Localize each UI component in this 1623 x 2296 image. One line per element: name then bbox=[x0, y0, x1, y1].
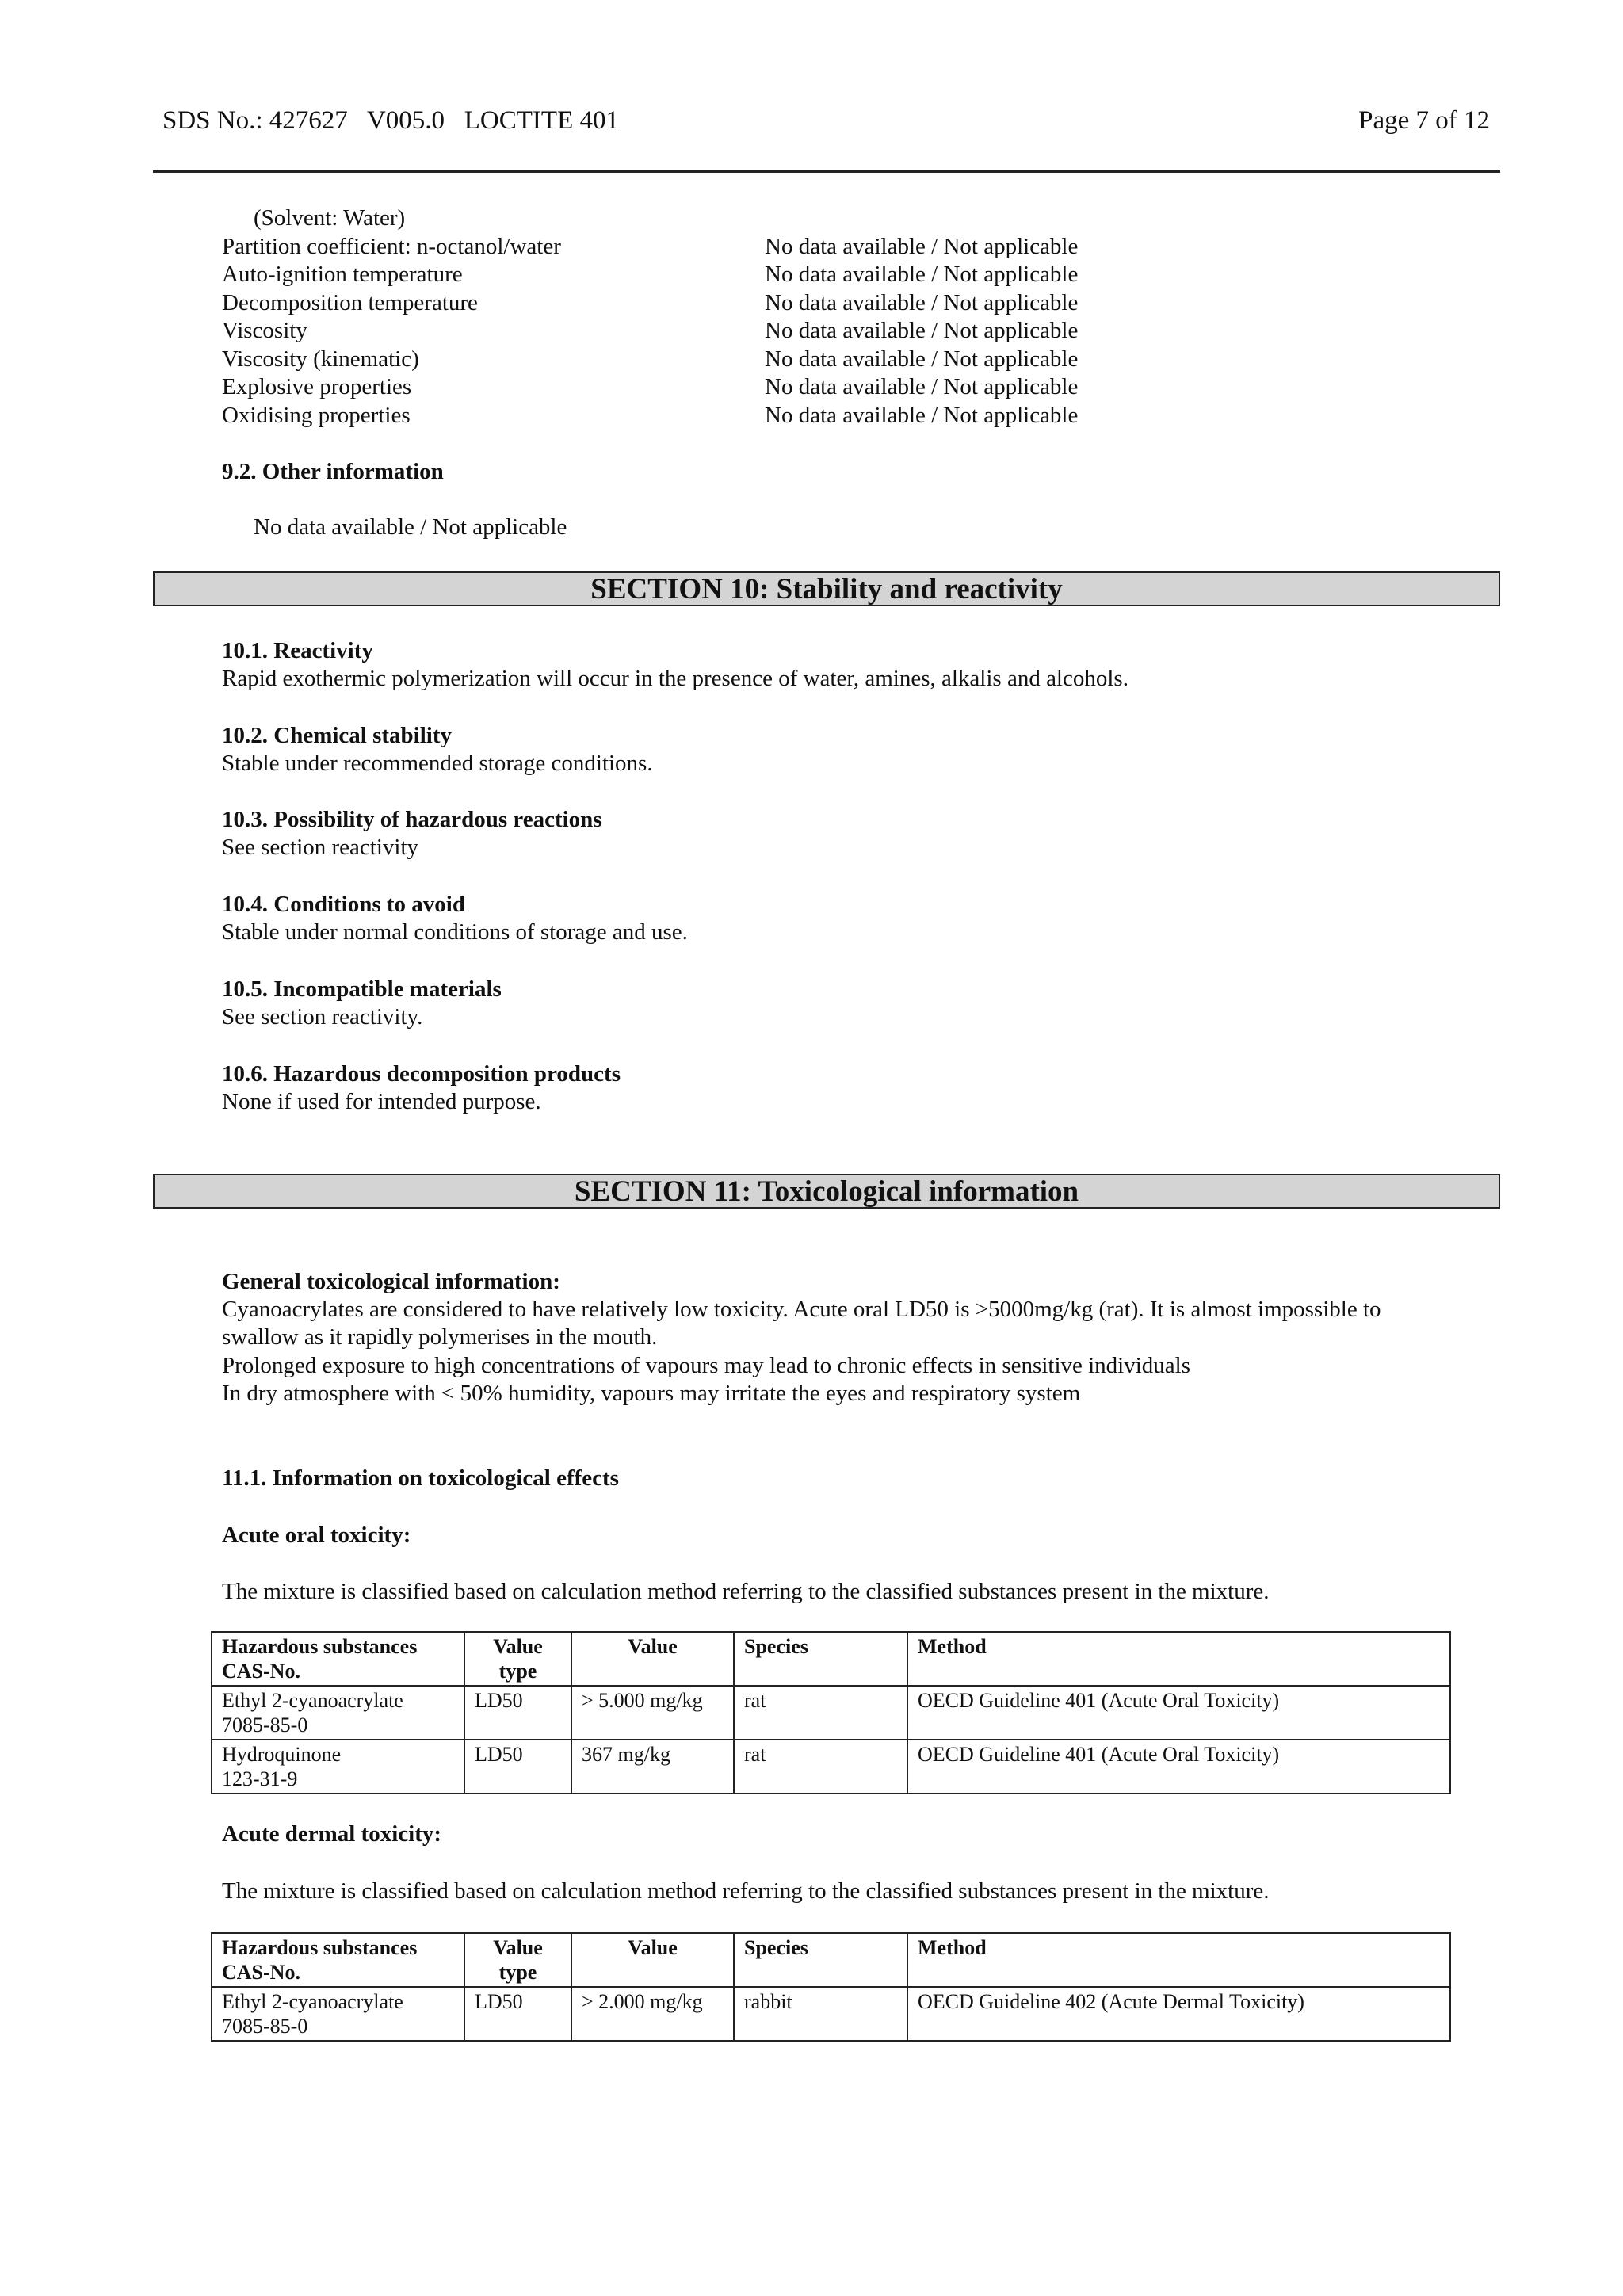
property-name: Oxidising properties bbox=[222, 402, 411, 428]
value-cell: 367 mg/kg bbox=[571, 1740, 734, 1794]
tox-effects-heading: 11.1. Information on toxicological effects bbox=[222, 1465, 619, 1491]
header-value-type-line1: Value bbox=[493, 1635, 543, 1658]
table-header-row bbox=[212, 1632, 1450, 1686]
general-tox-line: Prolonged exposure to high concentrations of vapours may lead to chronic effects in sensitive individuals bbox=[222, 1353, 1191, 1378]
acute-oral-heading: Acute oral toxicity: bbox=[222, 1522, 411, 1548]
header-value-type-line2: type bbox=[498, 1660, 537, 1683]
header-cas-label: CAS-No. bbox=[222, 1961, 300, 1984]
conditions-to-avoid-text: Stable under normal conditions of storage and use. bbox=[222, 919, 688, 945]
property-name: Viscosity bbox=[222, 318, 307, 343]
header-species: Species bbox=[734, 1632, 907, 1686]
value-cell: > 2.000 mg/kg bbox=[571, 1987, 734, 2041]
header-method: Method bbox=[907, 1632, 1450, 1686]
table-row bbox=[212, 1740, 1450, 1794]
section-11-title: SECTION 11: Toxicological information bbox=[574, 1175, 1079, 1208]
physical-properties-list bbox=[222, 204, 1411, 430]
property-value: No data available / Not applicable bbox=[765, 318, 1079, 343]
header-value: Value bbox=[571, 1933, 734, 1987]
acute-dermal-table bbox=[211, 1932, 1451, 2042]
property-name: Decomposition temperature bbox=[222, 289, 478, 315]
incompatible-materials-text: See section reactivity. bbox=[222, 1004, 423, 1030]
property-value: No data available / Not applicable bbox=[765, 374, 1079, 399]
substance-cell bbox=[212, 1987, 464, 2041]
property-row bbox=[222, 402, 1411, 430]
acute-dermal-note: The mixture is classified based on calculation method referring to the classified substances present in the mixture. bbox=[222, 1878, 1270, 1904]
property-value: No data available / Not applicable bbox=[765, 233, 1079, 259]
general-tox-line: In dry atmosphere with < 50% humidity, vapours may irritate the eyes and respiratory system bbox=[222, 1381, 1081, 1406]
other-info-text: No data available / Not applicable bbox=[254, 514, 567, 540]
header-divider bbox=[153, 170, 1500, 173]
document-id: SDS No.: 427627 V005.0 LOCTITE 401 bbox=[162, 106, 619, 135]
header-cas-label: CAS-No. bbox=[222, 1660, 300, 1683]
property-name: Partition coefficient: n-octanol/water bbox=[222, 233, 561, 259]
hazardous-reactions-heading: 10.3. Possibility of hazardous reactions bbox=[222, 807, 602, 832]
header-species: Species bbox=[734, 1933, 907, 1987]
section-11-header bbox=[153, 1174, 1500, 1209]
header-substance-label: Hazardous substances bbox=[222, 1635, 418, 1658]
value-type-cell: LD50 bbox=[464, 1740, 571, 1794]
section-10-header bbox=[153, 571, 1500, 606]
general-tox-line: swallow as it rapidly polymerises in the mouth. bbox=[222, 1324, 658, 1350]
substance-cell bbox=[212, 1740, 464, 1794]
header-value-type-line2: type bbox=[498, 1961, 537, 1984]
header-substance-label: Hazardous substances bbox=[222, 1936, 418, 1959]
property-name: Auto-ignition temperature bbox=[222, 262, 463, 287]
cas-number: 123-31-9 bbox=[222, 1767, 298, 1790]
value-type-cell: LD50 bbox=[464, 1987, 571, 2041]
reactivity-heading: 10.1. Reactivity bbox=[222, 638, 373, 663]
header-method: Method bbox=[907, 1933, 1450, 1987]
solvent-note: (Solvent: Water) bbox=[254, 205, 406, 231]
method-cell: OECD Guideline 402 (Acute Dermal Toxicity) bbox=[907, 1987, 1450, 2041]
value-type-cell: LD50 bbox=[464, 1686, 571, 1740]
acute-oral-note: The mixture is classified based on calculation method referring to the classified substances present in the mixture. bbox=[222, 1579, 1270, 1604]
header-substance bbox=[212, 1632, 464, 1686]
property-row bbox=[222, 233, 1411, 262]
species-cell: rabbit bbox=[734, 1987, 907, 2041]
property-row bbox=[222, 317, 1411, 346]
table-row bbox=[212, 1686, 1450, 1740]
substance-name: Ethyl 2-cyanoacrylate bbox=[222, 1990, 403, 2013]
page-header bbox=[162, 106, 1490, 146]
substance-name: Hydroquinone bbox=[222, 1743, 342, 1766]
chemical-stability-heading: 10.2. Chemical stability bbox=[222, 723, 452, 748]
value-cell: > 5.000 mg/kg bbox=[571, 1686, 734, 1740]
property-name: Viscosity (kinematic) bbox=[222, 346, 419, 372]
property-name: Explosive properties bbox=[222, 374, 412, 399]
species-cell: rat bbox=[734, 1740, 907, 1794]
property-row bbox=[222, 261, 1411, 289]
property-value: No data available / Not applicable bbox=[765, 402, 1079, 428]
other-info-heading: 9.2. Other information bbox=[222, 459, 444, 484]
method-cell: OECD Guideline 401 (Acute Oral Toxicity) bbox=[907, 1686, 1450, 1740]
property-row bbox=[222, 373, 1411, 402]
acute-oral-table bbox=[211, 1631, 1451, 1794]
property-row bbox=[222, 346, 1411, 374]
property-value: No data available / Not applicable bbox=[765, 262, 1079, 287]
conditions-to-avoid-heading: 10.4. Conditions to avoid bbox=[222, 892, 465, 917]
hazardous-reactions-text: See section reactivity bbox=[222, 835, 419, 860]
header-substance bbox=[212, 1933, 464, 1987]
substance-cell bbox=[212, 1686, 464, 1740]
property-value: No data available / Not applicable bbox=[765, 346, 1079, 372]
decomposition-products-text: None if used for intended purpose. bbox=[222, 1089, 541, 1114]
decomposition-products-heading: 10.6. Hazardous decomposition products bbox=[222, 1061, 621, 1087]
method-cell: OECD Guideline 401 (Acute Oral Toxicity) bbox=[907, 1740, 1450, 1794]
table-row bbox=[212, 1987, 1450, 2041]
species-cell: rat bbox=[734, 1686, 907, 1740]
property-row bbox=[222, 289, 1411, 318]
property-value: No data available / Not applicable bbox=[765, 289, 1079, 315]
header-value-type-line1: Value bbox=[493, 1936, 543, 1959]
general-tox-line: Cyanoacrylates are considered to have relatively low toxicity. Acute oral LD50 is >5000mg/kg (rat). It is almost impossible to bbox=[222, 1297, 1381, 1322]
cas-number: 7085-85-0 bbox=[222, 1713, 308, 1736]
header-value: Value bbox=[571, 1632, 734, 1686]
general-tox-heading: General toxicological information: bbox=[222, 1269, 560, 1294]
acute-dermal-heading: Acute dermal toxicity: bbox=[222, 1821, 442, 1847]
substance-name: Ethyl 2-cyanoacrylate bbox=[222, 1689, 403, 1712]
incompatible-materials-heading: 10.5. Incompatible materials bbox=[222, 976, 502, 1002]
page-number: Page 7 of 12 bbox=[1358, 106, 1490, 135]
header-value-type bbox=[464, 1632, 571, 1686]
reactivity-text: Rapid exothermic polymerization will occur in the presence of water, amines, alkalis and alcohols. bbox=[222, 666, 1128, 691]
cas-number: 7085-85-0 bbox=[222, 2015, 308, 2038]
chemical-stability-text: Stable under recommended storage conditions. bbox=[222, 751, 653, 776]
table-header-row bbox=[212, 1933, 1450, 1987]
header-value-type bbox=[464, 1933, 571, 1987]
section-10-title: SECTION 10: Stability and reactivity bbox=[590, 573, 1063, 606]
